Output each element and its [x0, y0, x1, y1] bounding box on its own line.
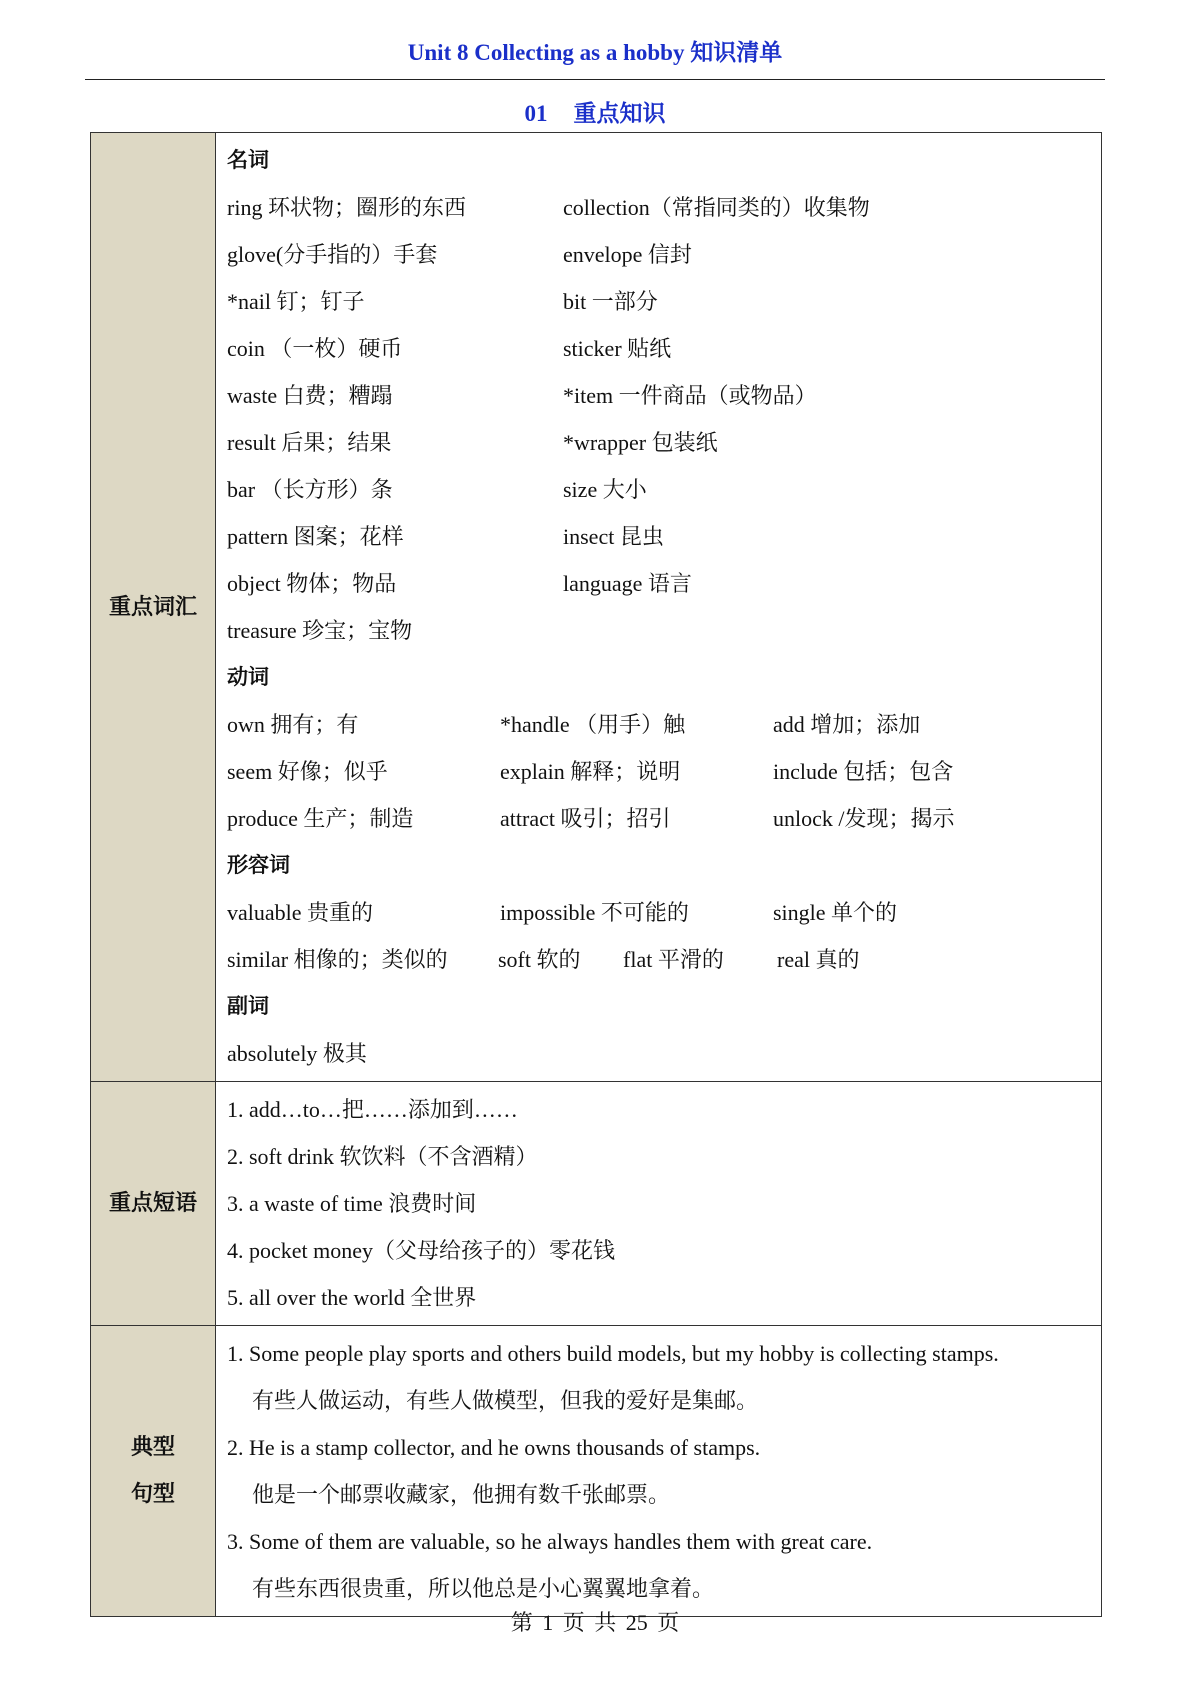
sentences-label: 典型 句型 [91, 1326, 216, 1617]
sentence-chinese: 他是一个邮票收藏家，他拥有数千张邮票。 [252, 1482, 671, 1507]
section-title: 重点知识 [573, 101, 666, 126]
adjective-heading: 形容词 [227, 853, 290, 877]
noun-row: object 物体；物品 language 语言 [227, 571, 692, 596]
noun-row: ring 环状物；圈形的东西 collection（常指同类的）收集物 [227, 195, 870, 220]
phrase-item: 5. all over the world 全世界 [227, 1285, 477, 1310]
phrases-content [216, 1082, 1102, 1326]
vocab-content [216, 133, 1102, 1082]
noun-heading: 名词 [227, 148, 269, 172]
vocab-label: 重点词汇 [91, 133, 216, 1082]
adverb-row: absolutely 极其 [227, 1041, 367, 1066]
adjective-row: valuable 贵重的 impossible 不可能的 single 单个的 [227, 900, 898, 925]
noun-row: bar （长方形）条 size 大小 [227, 477, 647, 502]
vocab-row [91, 133, 1102, 1082]
verb-row: produce 生产；制造 attract 吸引；招引 unlock /发现；揭示 [227, 806, 955, 831]
section-number: 01 [524, 101, 548, 126]
verb-row: seem 好像；似乎 explain 解释；说明 include 包括；包含 [227, 759, 954, 784]
section-heading [0, 95, 1190, 128]
adverb-heading: 副词 [227, 994, 269, 1018]
phrases-row [91, 1082, 1102, 1326]
adjective-row: similar 相像的；类似的 soft 软的 flat 平滑的 real 真的 [227, 947, 860, 972]
noun-row: coin （一枚）硬币 sticker 贴纸 [227, 336, 672, 361]
knowledge-table [90, 132, 1102, 1617]
noun-row: glove(分手指的）手套 envelope 信封 [227, 242, 692, 267]
phrase-item: 4. pocket money（父母给孩子的）零花钱 [227, 1238, 616, 1263]
sentence-english: 1. Some people play sports and others build models, but my hobby is collecting stamps. [227, 1341, 999, 1366]
document-title: Unit 8 Collecting as a hobby 知识清单 [407, 40, 783, 65]
phrases-label: 重点短语 [91, 1082, 216, 1326]
noun-row: waste 白费；糟蹋 *item 一件商品（或物品） [227, 383, 817, 408]
noun-row: result 后果；结果 *wrapper 包装纸 [227, 430, 718, 455]
phrase-item: 2. soft drink 软饮料（不含酒精） [227, 1144, 538, 1169]
phrase-item: 3. a waste of time 浪费时间 [227, 1191, 477, 1216]
sentence-chinese: 有些人做运动，有些人做模型，但我的爱好是集邮。 [252, 1388, 759, 1413]
phrase-item: 1. add…to…把……添加到…… [227, 1097, 518, 1122]
header-divider [85, 79, 1105, 80]
sentence-chinese: 有些东西很贵重，所以他总是小心翼翼地拿着。 [252, 1576, 715, 1601]
noun-row: *nail 钉；钉子 bit 一部分 [227, 289, 658, 314]
verb-row: own 拥有；有 *handle （用手）触 add 增加；添加 [227, 712, 921, 737]
sentences-row [91, 1326, 1102, 1617]
verb-heading: 动词 [227, 665, 269, 689]
page-number: 第 1 页 共 25 页 [510, 1610, 680, 1635]
sentence-english: 3. Some of them are valuable, so he always handles them with great care. [227, 1529, 873, 1554]
sentences-content [216, 1326, 1102, 1617]
noun-row: treasure 珍宝；宝物 [227, 618, 413, 643]
noun-row: pattern 图案；花样 insect 昆虫 [227, 524, 664, 549]
sentence-english: 2. He is a stamp collector, and he owns thousands of stamps. [227, 1435, 761, 1460]
